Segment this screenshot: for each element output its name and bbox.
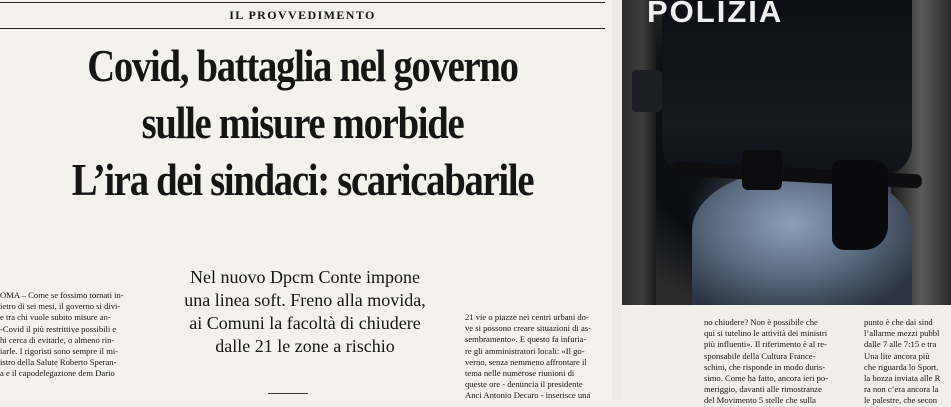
body-line: istro della Salute Roberto Speran- (0, 357, 117, 368)
body-line: re gli amministratori locali: «Il go- (465, 345, 585, 356)
summary-line: una linea soft. Freno alla movida, (184, 290, 426, 310)
continuation-column-1 (704, 317, 858, 407)
body-column-1 (0, 290, 146, 380)
holster (832, 160, 888, 250)
body-line: verno, senza nemmeno affrontare il (465, 356, 587, 367)
body-line: OMA – Come se fossimo tornati in- (0, 290, 124, 300)
body-line: dalle 7 alle 7:15 e tra (864, 339, 937, 350)
body-line: Una lite ancora più (864, 350, 930, 361)
body-line: qui si tutelino le attività dei ministri (704, 328, 828, 339)
photo-background-left (622, 0, 656, 305)
body-line: sembramento». E questo fa infuria- (465, 334, 587, 345)
body-line: Anci Antonio Decaro - inserisce una (465, 390, 591, 400)
body-line: che riguarda lo Sport. (864, 361, 939, 372)
body-line: del Movimento 5 stelle che sulla (704, 395, 816, 406)
body-line: ra non c’era ancora la (864, 384, 939, 395)
body-line: queste ore - denuncia il presidente (465, 379, 583, 390)
summary-line: ai Comuni la facoltà di chiudere (189, 313, 421, 333)
kicker-rule (0, 28, 605, 29)
summary (150, 266, 460, 358)
body-line: a e il capodelegazione dem Dario (0, 368, 115, 379)
vest-lettering: POLIZIA (647, 0, 784, 29)
summary-line: Nel nuovo Dpcm Conte impone (190, 267, 420, 287)
body-line: ve si possono creare situazioni di as- (465, 323, 592, 334)
headline (34, 38, 572, 209)
body-line: schini, che risponde in modo duris- (704, 361, 826, 372)
sleeve-patch (632, 70, 662, 112)
summary-rule (268, 393, 308, 394)
body-line: iarle. I rigoristi sono sempre il mi- (0, 346, 119, 357)
body-line: -Covid il più restrittive possibili e (0, 323, 117, 334)
headline-line: Covid, battaglia nel governo (87, 41, 518, 91)
belt-pouch (742, 150, 782, 190)
body-line: sponsabile della Cultura France- (704, 350, 816, 361)
page-gutter (612, 0, 622, 400)
police-photo (622, 0, 951, 305)
body-line: hi cerca di evitarle, o almeno rin- (0, 334, 115, 345)
body-line: le palestre, che secon (864, 395, 938, 406)
body-line: tema nelle numerose riunioni di (465, 368, 575, 379)
body-line: meriggio, davanti alle rimostranze (704, 384, 822, 395)
summary-line: dalle 21 le zone a rischio (215, 336, 395, 356)
top-rule (0, 2, 605, 3)
section-kicker: IL PROVVEDIMENTO (229, 8, 376, 22)
headline-line: L’ira dei sindaci: scaricabarile (71, 155, 534, 205)
body-line: la bozza inviata alle R (864, 373, 941, 384)
body-column-2 (465, 312, 610, 400)
continuation-column-2 (864, 317, 951, 407)
body-line: 21 vie o piazze nei centri urbani do- (465, 312, 589, 322)
body-line: punto è che dai sind (864, 317, 933, 327)
body-line: no chiudere? Non è possibile che (704, 317, 818, 327)
body-line: ietro di sei mesi, il governo si divi- (0, 301, 121, 312)
body-line: più influenti». Il riferimento è al re- (704, 339, 827, 350)
body-line: simo. Come ha fatto, ancora ieri po- (704, 373, 829, 384)
body-line: l’allarme mezzi pubbl (864, 328, 940, 339)
headline-line: sulle misure morbide (141, 98, 464, 148)
body-line: e tra chi vuole subito misure an- (0, 312, 111, 323)
